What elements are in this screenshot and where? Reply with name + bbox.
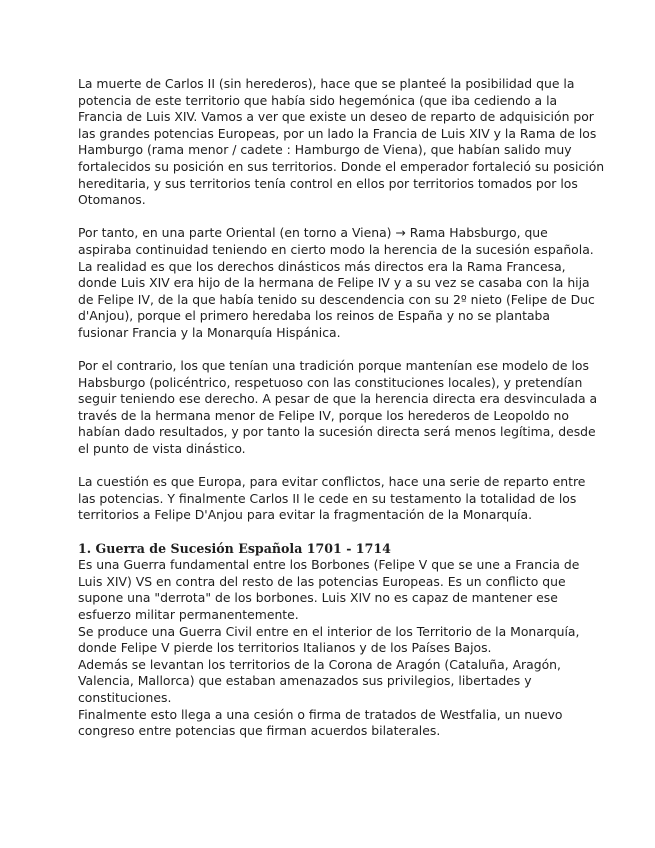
text-line: fortalecidos su posición en sus territorios. Donde el emperador fortaleció su posición — [78, 158, 605, 174]
paragraph-por-el-contrario — [78, 358, 598, 458]
text-line: Finalmente esto llega a una cesión o firma de tratados de Westfalia, un nuevo — [78, 706, 563, 722]
text-line: Otomanos. — [78, 192, 146, 208]
text-line: La muerte de Carlos II (sin herederos), hace que se planteé la posibilidad que la — [78, 76, 575, 91]
text-line: donde Felipe V pierde los territorios Italianos y de los Países Bajos. — [78, 640, 492, 656]
document-page — [78, 76, 605, 740]
text-line: La cuestión es que Europa, para evitar conflictos, hace una serie de reparto entre — [78, 474, 586, 490]
text-line: territorios a Felipe D'Anjou para evitar la fragmentación de la Monarquía. — [78, 507, 533, 523]
text-line: Se produce una Guerra Civil entre en el interior de los Territorio de la Monarquía, — [78, 623, 580, 639]
text-line: esfuerzo militar permanentemente. — [78, 607, 299, 622]
text-line: fusionar Francia y la Monarquía Hispánica. — [78, 324, 341, 340]
text-line: Habsburgo (policéntrico, respetuoso con las constituciones locales), y pretendían — [78, 374, 583, 390]
text-line: congreso entre potencias que firman acuerdos bilaterales. — [78, 723, 441, 739]
text-line: Francia de Luis XIV. Vamos a ver que existe un deseo de reparto de adquisición por — [78, 109, 594, 125]
text-line: las potencias. Y finalmente Carlos II le cede en su testamento la totalidad de los — [78, 490, 577, 506]
text-line: Valencia, Mallorca) que estaban amenazados sus privilegios, libertades y — [78, 673, 532, 689]
text-line: Por el contrario, los que tenían una tradición porque mantenían ese modelo de los — [78, 358, 589, 374]
section-body — [78, 557, 578, 740]
text-line: seguir teniendo ese derecho. A pesar de que la herencia directa era desvinculada a — [78, 391, 598, 407]
text-line: supone una "derrota" de los borbones. Luis XIV no es capaz de mantener ese — [78, 590, 558, 606]
text-line: Además se levantan los territorios de la Corona de Aragón (Cataluña, Aragón, — [78, 656, 561, 672]
text-line: donde Luis XIV era hijo de la hermana de Felipe IV y a su vez se casaba con la hija — [78, 275, 590, 291]
text-line: potencia de este territorio que había sido hegemónica (que iba cediendo a la — [78, 92, 558, 108]
paragraph-cuestion-europa — [78, 474, 586, 524]
text-line: el punto de vista dinástico. — [78, 441, 246, 457]
paragraph-rama-habsburgo — [78, 225, 595, 341]
text-line: Es una Guerra fundamental entre los Borbones (Felipe V que se une a Francia de — [78, 557, 580, 573]
paragraph-carlos-ii — [78, 76, 605, 209]
text-line: de Felipe IV, de la que había tenido su descendencia con su 2º nieto (Felipe de Duc — [78, 291, 595, 307]
text-line: habían dado resultados, y por tanto la sucesión directa será menos legítima, desde — [78, 424, 596, 440]
text-line: constituciones. — [78, 689, 172, 705]
text-line: La realidad es que los derechos dinásticos más directos era la Rama Francesa, — [78, 258, 566, 274]
text-line: las grandes potencias Europeas, por un lado la Francia de Luis XIV y la Rama de los — [78, 125, 597, 141]
text-line: Por tanto, en una parte Oriental (en torno a Viena) → Rama Habsburgo, que — [78, 225, 548, 241]
text-line: Hamburgo (rama menor / cadete : Hamburgo de Viena), que habían salido muy — [78, 142, 572, 158]
text-line: d'Anjou), porque el primero heredaba los reinos de España y no se plantaba — [78, 308, 551, 324]
text-line: Luis XIV) VS en contra del resto de las potencias Europeas. Es un conflicto que — [78, 573, 566, 589]
text-line: través de la hermana menor de Felipe IV, porque los herederos de Leopoldo no — [78, 407, 569, 423]
section-heading: 1. Guerra de Sucesión Española 1701 - 1714 — [78, 540, 391, 556]
text-line: hereditaria, y sus territorios tenía control en ellos por territorios tomados por los — [78, 175, 578, 191]
text-line: aspiraba continuidad teniendo en cierto modo la herencia de la sucesión española. — [78, 241, 594, 257]
